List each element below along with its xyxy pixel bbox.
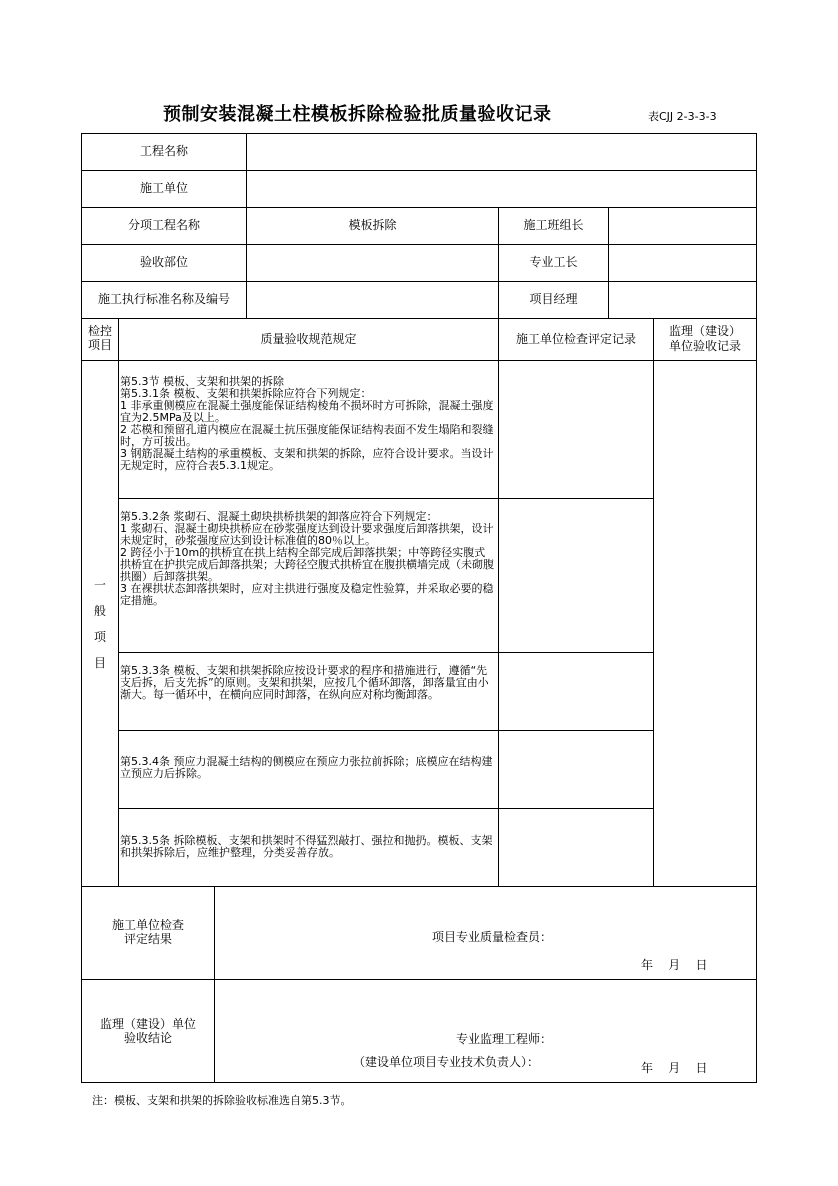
row-line bbox=[81, 979, 757, 980]
supervising-engineer-label: 专业监理工程师： bbox=[456, 1032, 553, 1046]
unit-record-header: 施工单位检查评定记录 bbox=[515, 332, 636, 346]
form-code: 表CJJ 2-3-3-3 bbox=[648, 110, 717, 123]
clause-5-3-2: 第5.3.2条 浆砌石、混凝土砌块拱桥拱架的卸落应符合下列规定： 1 浆砌石、混凝土砌块拱桥应在砂浆强度达到设计要求强度后卸落拱架，设计未规定时，砂浆强度应达到设计标准值的80％以上。 2 跨径小于10m的拱桥宜在拱上结构全部完成后卸落拱架；中等跨径实腹式拱桥宜在护拱完成后卸落拱架；大跨径空腹式拱桥宜在腹拱横墙完成（未砌腹拱圈）后卸落拱架。 3 在裸拱状态卸落拱架时，应对主拱进行强度及稳定性验算，并采取必要的稳定措施。 bbox=[120, 510, 494, 607]
clause-5-3-3: 第5.3.3条 模板、支架和拱架拆除应按设计要求的程序和措施进行，遵循“先支后拆，后支先拆”的原则。支架和拱架，应按几个循环卸落，卸落量宜由小渐大。每一循环中，在横向应同时卸落，在纵向应对称均衡卸落。 bbox=[120, 664, 489, 701]
team-leader-label: 施工班组长 bbox=[523, 218, 584, 232]
supervisor-record-cell[interactable] bbox=[654, 361, 756, 886]
pm-label: 项目经理 bbox=[529, 292, 578, 306]
team-leader-field[interactable] bbox=[609, 208, 756, 244]
unit-result-date: 年 月 日 bbox=[641, 958, 708, 972]
general-items-label: 一 般 项 目 bbox=[93, 578, 106, 670]
supervisor-record-header-2: 单位验收记录 bbox=[668, 339, 741, 353]
foreman-label: 专业工长 bbox=[529, 255, 578, 269]
row-line bbox=[81, 318, 757, 319]
unit-result-label-1: 施工单位检查 bbox=[111, 918, 184, 932]
pm-field[interactable] bbox=[609, 282, 756, 318]
standard-label: 施工执行标准名称及编号 bbox=[97, 292, 230, 306]
project-name-label: 工程名称 bbox=[139, 144, 188, 158]
supervisor-record-header-1: 监理（建设） bbox=[668, 324, 741, 338]
supervisor-conclusion-date: 年 月 日 bbox=[641, 1061, 708, 1075]
col-line bbox=[214, 886, 215, 1083]
footnote: 注：模板、支架和拱架的拆除验收标准选自第5.3节。 bbox=[92, 1094, 352, 1107]
unit-record-cell[interactable] bbox=[499, 361, 653, 498]
foreman-field[interactable] bbox=[609, 245, 756, 281]
unit-record-cell[interactable] bbox=[499, 731, 653, 808]
clause-5-3-1: 第5.3节 模板、支架和拱架的拆除 第5.3.1条 模板、支架和拱架拆除应符合下列规定： 1 非承重侧模应在混凝土强度能保证结构棱角不损坏时方可拆除，混凝土强度宜为2.5MPa及以上。 2 芯模和预留孔道内模应在混凝土抗压强度能保证结构表面不发生塌陷和裂缝时，方可拔出。 3 钢筋混凝土结构的承重模板、支架和拱架的拆除，应符合设计要求。当设计无规定时，应符合表5.3.1规定。 bbox=[120, 375, 494, 472]
project-name-field[interactable] bbox=[247, 134, 756, 170]
acceptance-part-field[interactable] bbox=[247, 245, 498, 281]
col-line bbox=[118, 318, 119, 886]
quality-inspector-label: 项目专业质量检查员： bbox=[432, 930, 553, 944]
construction-unit-label: 施工单位 bbox=[139, 181, 188, 195]
supervisor-conclusion-label-2: 验收结论 bbox=[123, 1031, 172, 1045]
construction-unit-field[interactable] bbox=[247, 171, 756, 207]
unit-result-label-2: 评定结果 bbox=[123, 932, 172, 946]
row-line bbox=[81, 886, 757, 887]
subitem-value: 模板拆除 bbox=[348, 218, 397, 232]
spec-header: 质量验收规范规定 bbox=[260, 332, 357, 346]
unit-record-cell[interactable] bbox=[499, 653, 653, 730]
clause-5-3-4: 第5.3.4条 预应力混凝土结构的侧模应在预应力张拉前拆除；底模应在结构建立预应力后拆除。 bbox=[120, 755, 493, 780]
clause-5-3-5: 第5.3.5条 拆除模板、支架和拱架时不得猛烈敲打、强拉和抛扔。模板、支架和拱架拆除后，应维护整理，分类妥善存放。 bbox=[120, 834, 493, 859]
form-title: 预制安装混凝土柱模板拆除检验批质量验收记录 bbox=[163, 104, 552, 125]
unit-record-cell[interactable] bbox=[499, 499, 653, 652]
owner-representative-label: （建设单位项目专业技术负责人）： bbox=[353, 1055, 540, 1069]
supervisor-conclusion-label-1: 监理（建设）单位 bbox=[99, 1017, 196, 1031]
standard-field[interactable] bbox=[247, 282, 498, 318]
acceptance-part-label: 验收部位 bbox=[139, 255, 188, 269]
check-item-header: 检控 项目 bbox=[87, 324, 112, 352]
subitem-label: 分项工程名称 bbox=[127, 218, 200, 232]
unit-record-cell[interactable] bbox=[499, 809, 653, 886]
